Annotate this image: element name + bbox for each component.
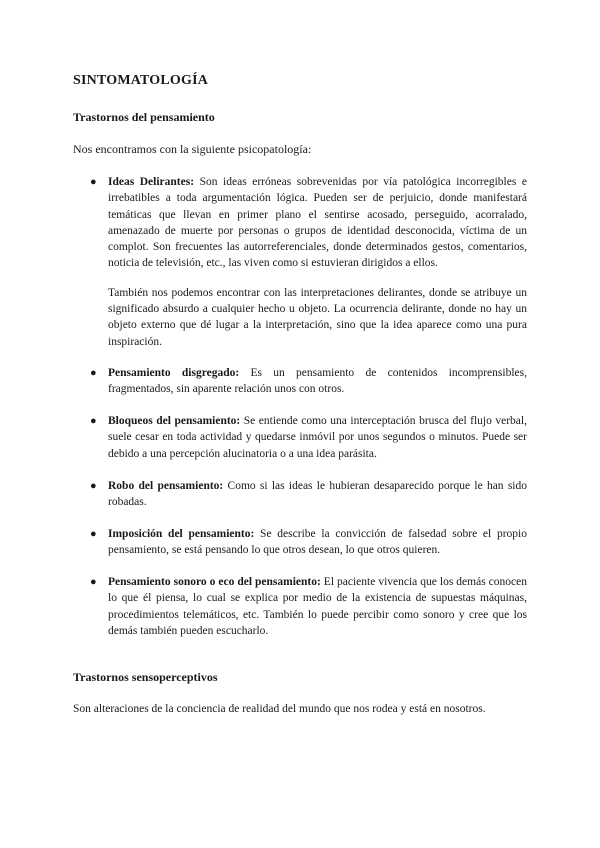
- item-text: Es un pensamiento de contenidos incomprensibles, fragmentados, sin aparente relación unos con otros.: [108, 367, 527, 396]
- list-item-robo: [90, 478, 527, 511]
- bullet-icon: ●: [90, 415, 97, 427]
- item-term: Ideas Delirantes:: [108, 176, 195, 188]
- list-item-ideas-delirantes: [90, 174, 527, 350]
- item-term: Pensamiento sonoro o eco del pensamiento:: [108, 576, 321, 588]
- section-heading-thought-disorders: Trastornos del pensamiento: [73, 110, 215, 124]
- bullet-icon: ●: [90, 480, 97, 492]
- document-title: SINTOMATOLOGÍA: [73, 73, 209, 88]
- bullet-icon: ●: [90, 176, 97, 188]
- item-term: Robo del pensamiento:: [108, 480, 224, 492]
- list-item-eco: [90, 574, 527, 639]
- item-text: Son ideas erróneas sobrevenidas por vía patológica incorregibles e irrebatibles a toda argumentación lógica. Pueden ser de perjuicio, donde manifestará temáticas que llevan en primer plano el sentirse acosado, perseguido, acorralado, amenazado de muerte por personas o grupos de identidad desconocida, víctima de un complot. Son frecuentes las autorreferenciales, donde determinados gestos, comentarios, noticia de televisión, etc., las viven como si estuvieran dirigidos a ellos.: [108, 176, 527, 270]
- section-heading-sensoperceptive: Trastornos sensoperceptivos: [73, 670, 218, 684]
- item-term: Bloqueos del pensamiento:: [108, 415, 241, 427]
- bullet-icon: ●: [90, 528, 97, 540]
- item-term: Imposición del pensamiento:: [108, 528, 255, 540]
- item-text: El paciente vivencia que los demás conocen lo que él piensa, lo cual se explica por medio de la existencia de supuestas máquinas, procedimientos telemáticos, etc. También lo puede percibir como sonoro y cree que los demás también pueden escucharlo.: [108, 576, 527, 637]
- list-item-pensamiento-disgregado: [90, 365, 527, 398]
- section-intro: Nos encontramos con la siguiente psicopatología:: [73, 142, 312, 156]
- bullet-icon: ●: [90, 576, 97, 588]
- item-text: Se describe la convicción de falsedad sobre el propio pensamiento, se está pensando lo que otros desean, lo que otros quieren.: [108, 528, 527, 557]
- list-item-imposicion: [90, 526, 527, 559]
- item-text: Como si las ideas le hubieran desaparecido porque le han sido robadas.: [108, 480, 527, 509]
- item-text: Se entiende como una interceptación brusca del flujo verbal, suele cesar en toda actividad y quedarse inmóvil por unos segundos o minutos. Puede ser debido a una percepción alucinatoria o a una idea parásita.: [108, 415, 527, 460]
- item-term: Pensamiento disgregado:: [108, 367, 240, 379]
- bullet-icon: ●: [90, 367, 97, 379]
- section2-intro: Son alteraciones de la conciencia de realidad del mundo que nos rodea y está en nosotros.: [73, 703, 486, 715]
- list-item-bloqueos: [90, 413, 527, 462]
- item-extra-paragraph: También nos podemos encontrar con las interpretaciones delirantes, donde se atribuye un significado absurdo a cualquier hecho u objeto. La ocurrencia delirante, donde no hay un objeto externo que dé lugar a la interpretación, sino que la idea aparece como una pura inspiración.: [108, 286, 527, 348]
